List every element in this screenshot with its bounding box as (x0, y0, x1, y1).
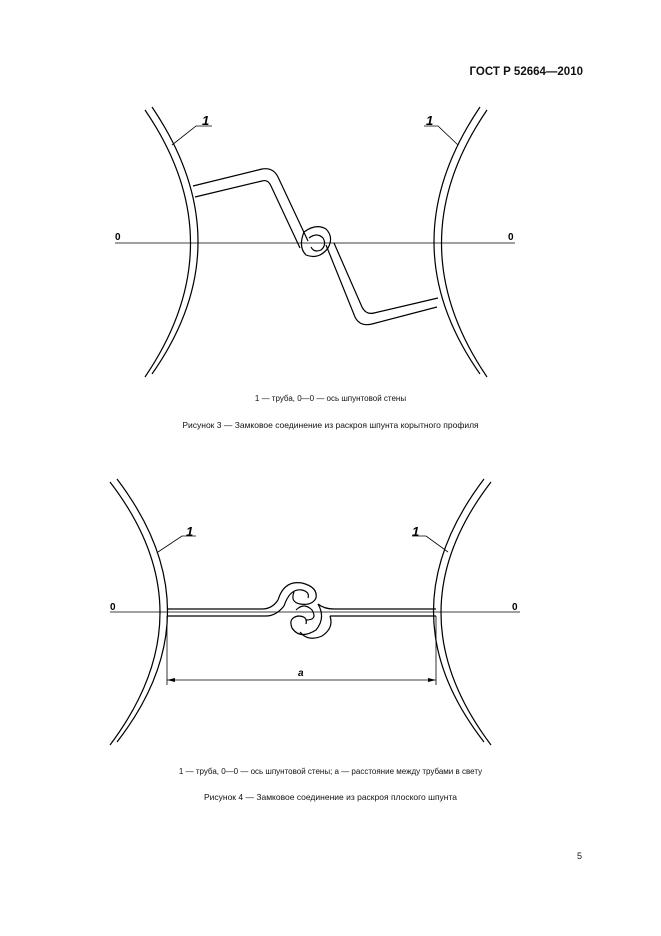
figure-4-legend: 1 — труба, 0—0 — ось шпунтовой стены; a — расстояние между трубами в свету (178, 767, 483, 776)
pipe-label-left: 1 (202, 113, 210, 128)
leader-right (424, 126, 458, 145)
left-pipe-outer (110, 482, 160, 745)
axis-label-left: 0 (110, 602, 116, 613)
leader-left (172, 126, 212, 145)
dim-arrow-left (167, 678, 175, 682)
figure-4-caption: Рисунок 4 — Замковое соединение из раскроя плоского шпунта (203, 792, 458, 802)
lock-outer (301, 227, 330, 257)
sheet-pile-left-outer (193, 169, 308, 241)
figure-3-caption: Рисунок 3 — Замковое соединение из раскроя шпунта корытного профиля (182, 420, 479, 430)
pipe-label-right: 1 (412, 524, 420, 539)
standard-code: ГОСТ Р 52664—2010 (469, 66, 583, 78)
page-number: 5 (576, 851, 582, 861)
figure-3-legend: 1 — труба, 0—0 — ось шпунтовой стены (254, 394, 407, 403)
left-pipe-inner (152, 107, 198, 374)
pipe-label-right: 1 (426, 113, 434, 128)
pipe-label-left: 1 (186, 524, 194, 539)
flat-sheet-left-top (167, 600, 278, 609)
axis-label-right: 0 (512, 602, 518, 613)
sheet-pile-right-inner (326, 245, 437, 325)
dimension-label: a (298, 668, 304, 679)
figure-4-drawing (0, 470, 661, 755)
right-pipe-inner (434, 107, 480, 374)
dim-arrow-right (428, 678, 436, 682)
figure-3-drawing (0, 95, 661, 390)
right-pipe-outer (441, 482, 491, 745)
right-pipe-outer (442, 110, 488, 377)
axis-label-right: 0 (508, 232, 514, 243)
left-pipe-outer (145, 110, 191, 377)
lock-upper-hook (278, 583, 316, 605)
flat-sheet-left-bottom (167, 606, 284, 616)
lock-lower-hook (291, 604, 322, 635)
axis-label-left: 0 (115, 232, 121, 243)
lock-upper-hook-inner (284, 590, 308, 606)
